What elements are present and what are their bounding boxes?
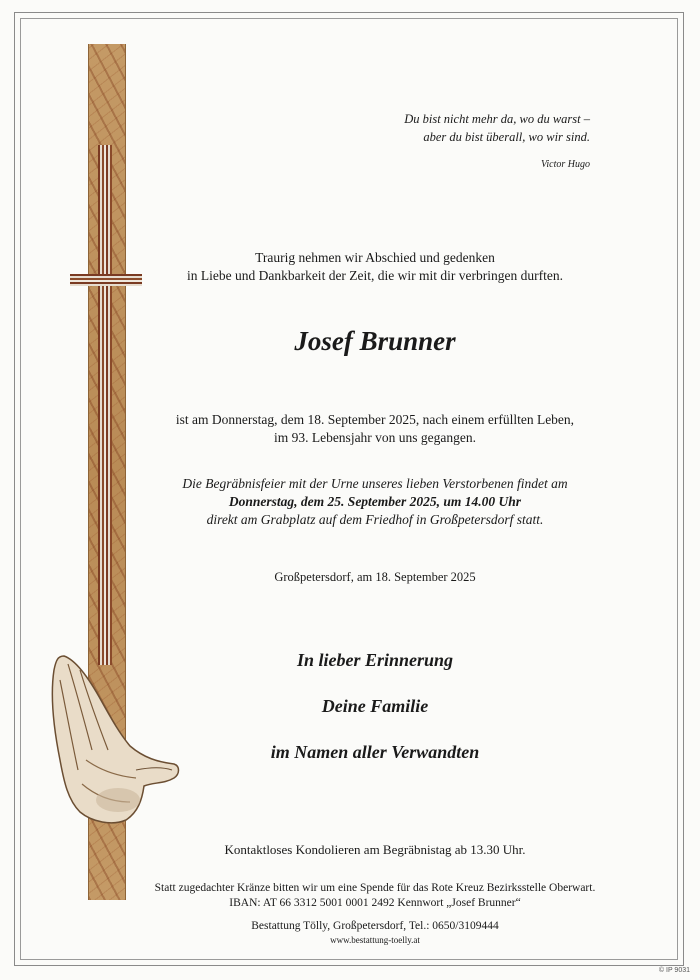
donation-iban: IBAN: AT 66 3312 5001 0001 2492 Kennwort „Josef Brunner“ xyxy=(229,897,521,909)
closing-line-2: Deine Familie xyxy=(321,696,429,716)
closing-line-3: im Namen aller Verwandten xyxy=(270,742,480,762)
deceased-name: Josef Brunner xyxy=(294,326,456,356)
quote-line-1: Du bist nicht mehr da, wo du warst – xyxy=(404,112,590,126)
cross-vertical-bar xyxy=(98,145,112,665)
intro-line-1: Traurig nehmen wir Abschied und gedenken xyxy=(255,250,495,265)
death-line-1: ist am Donnerstag, dem 18. September 2025, nach einem erfüllten Leben, xyxy=(175,412,575,427)
closing-line-1: In lieber Erinnerung xyxy=(296,650,454,670)
funeral-line-2: Donnerstag, dem 25. September 2025, um 14.00 Uhr xyxy=(228,494,522,509)
undertaker-website: www.bestattung-toelly.at xyxy=(330,935,420,945)
quote-line-2: aber du bist überall, wo wir sind. xyxy=(423,130,590,144)
praying-hands-icon xyxy=(46,650,182,826)
condolence-note: Kontaktloses Kondolieren am Begräbnistag ab 13.30 Uhr. xyxy=(224,842,526,857)
funeral-line-3: direkt am Grabplatz auf dem Friedhof in Großpetersdorf statt. xyxy=(206,512,544,527)
intro-line-2: in Liebe und Dankbarkeit der Zeit, die wir mit dir verbringen durften. xyxy=(186,268,563,283)
place-date: Großpetersdorf, am 18. September 2025 xyxy=(274,570,476,584)
death-line-2: im 93. Lebensjahr von uns gegangen. xyxy=(273,430,477,445)
donation-line-1: Statt zugedachter Kränze bitten wir um eine Spende für das Rote Kreuz Bezirksstelle Oberwart. xyxy=(154,882,596,894)
funeral-line-1: Die Begräbnisfeier mit der Urne unseres lieben Verstorbenen findet am xyxy=(182,476,568,491)
copyright-note: © IP 9031 xyxy=(658,967,690,974)
undertaker-line: Bestattung Tölly, Großpetersdorf, Tel.: 0650/3109444 xyxy=(251,920,499,932)
quote-author: Victor Hugo xyxy=(541,159,590,170)
